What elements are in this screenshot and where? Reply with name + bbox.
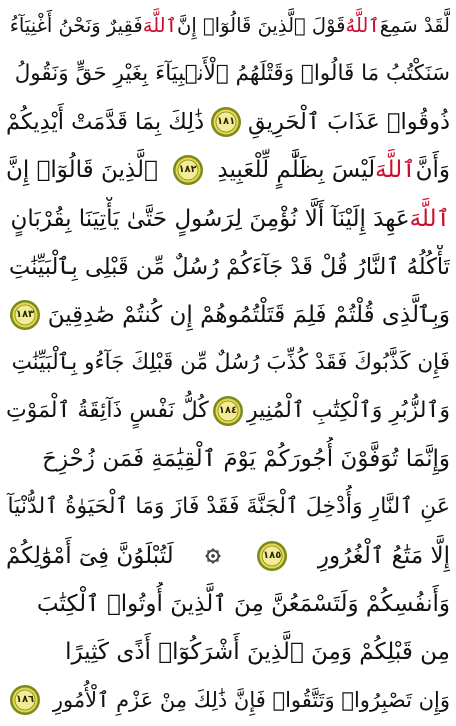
ayah-number: ١٨٦: [15, 693, 35, 705]
ayah-end-marker: [212, 395, 244, 427]
divine-name: ٱللَّهُ: [345, 14, 380, 37]
divine-name: ٱللَّهَ: [409, 205, 450, 232]
ayah-number: ١٨٤: [218, 405, 238, 417]
verse-text: مِن قَبْلِكُمْ وَمِنَ ٱلَّذِينَ أَشْرَكُوٓا۟ أَذًى كَثِيرًا: [65, 638, 450, 665]
verse-line: [6, 245, 450, 289]
rub-el-hizb-icon: [204, 547, 222, 565]
verse-fragment: فَقِيرٌ وَنَحْنُ أَغْنِيَآءُ: [9, 14, 143, 37]
verse-text: [10, 4, 450, 48]
verse-fragment: قَوْلَ ٱلَّذِينَ قَالُوٓا۟ إِنَّ: [177, 14, 346, 37]
ayah-number: ١٨٣: [15, 308, 35, 320]
verse-text: وَإِنَّمَا تُوَفَّوْنَ أُجُورَكُمْ يَوْمَ ٱلْقِيَٰمَةِ فَمَن زُحْزِحَ: [42, 446, 450, 473]
verse-text: عَنِ ٱلنَّارِ وَأُدْخِلَ ٱلْجَنَّةَ فَقَدْ فَازَ وَمَا ٱلْحَيَوٰةُ ٱلدُّنْيَآ: [7, 494, 450, 520]
verse-text: وَبِٱلَّذِى قُلْتُمْ فَلِمَ قَتَلْتُمُوهُمْ إِن كُنتُمْ صَٰدِقِينَ: [47, 301, 450, 328]
verse-fragment: وَأَنَّ: [415, 157, 450, 184]
verse-line: [6, 678, 450, 722]
ayah-number: ١٨٥: [262, 549, 282, 561]
verse-text: ذَٰلِكَ بِمَا قَدَّمَتْ أَيْدِيكُمْ: [6, 109, 205, 136]
verse-fragment: لَّقَدْ سَمِعَ: [379, 14, 450, 37]
verse-line: [6, 100, 450, 144]
verse-text: سَنَكْتُبُ مَا قَالُوا۟ وَقَتْلَهُمُ ٱلْأَنۢبِيَآءَ بِغَيْرِ حَقٍّ وَنَقُولُ: [14, 61, 450, 87]
verse-line: [6, 485, 450, 529]
ayah-number: ١٨١: [216, 116, 236, 128]
verse-line: [6, 534, 450, 578]
verse-text: ٱلَّذِينَ قَالُوٓا۟ إِنَّ: [6, 157, 158, 184]
ayah-number: ١٨٢: [178, 164, 197, 176]
verse-text: كُلُّ نَفْسٍ ذَآئِقَةُ ٱلْمَوْتِ: [6, 398, 209, 424]
verse-text: [10, 197, 450, 241]
verse-line: [6, 4, 450, 48]
verse-text: فَإِن كَذَّبُوكَ فَقَدْ كُذِّبَ رُسُلٌ مِّن قَبْلِكَ جَآءُو بِٱلْبَيِّنَٰتِ: [11, 349, 450, 375]
verse-line: [6, 197, 450, 241]
verse-fragment: عَهِدَ إِلَيْنَآ أَلَّا نُؤْمِنَ لِرَسُولٍ حَتَّىٰ يَأْتِيَنَا بِقُرْبَانٍ: [10, 205, 410, 232]
ayah-end-marker: [172, 154, 204, 186]
ayah-end-marker: [256, 540, 288, 572]
verse-line: [6, 389, 450, 433]
verse-text: وَأَنفُسِكُمْ وَلَتَسْمَعُنَّ مِنَ ٱلَّذِينَ أُوتُوا۟ ٱلْكِتَٰبَ: [36, 590, 450, 617]
verse-text: وَٱلزُّبُرِ وَٱلْكِتَٰبِ ٱلْمُنِيرِ: [247, 398, 450, 424]
verse-line: [6, 293, 450, 337]
verse-line: [6, 437, 450, 481]
verse-fragment: لَيْسَ بِظَلَّٰمٍ لِّلْعَبِيدِ: [217, 157, 376, 184]
verse-line: [6, 52, 450, 96]
ayah-end-marker: [210, 106, 242, 138]
verse-line: [6, 148, 450, 192]
divine-name: ٱللَّهَ: [142, 14, 178, 37]
verse-line: [6, 630, 450, 674]
verse-line: [6, 582, 450, 626]
ayah-end-marker: [9, 299, 41, 331]
verse-text: لَتُبْلَوُنَّ فِىٓ أَمْوَٰلِكُمْ: [6, 542, 174, 569]
verse-text: تَأْكُلُهُ ٱلنَّارُ قُلْ قَدْ جَآءَكُمْ رُسُلٌ مِّن قَبْلِى بِٱلْبَيِّنَٰتِ: [9, 253, 450, 280]
divine-name: ٱللَّهَ: [375, 157, 416, 184]
verse-text: [217, 148, 450, 192]
verse-text: ذُوقُوا۟ عَذَابَ ٱلْحَرِيقِ: [248, 109, 450, 136]
ayah-end-marker: [9, 684, 41, 716]
verse-text: إِلَّا مَتَٰعُ ٱلْغُرُورِ: [317, 542, 450, 569]
verse-text: وَإِن تَصْبِرُوا۟ وَتَتَّقُوا۟ فَإِنَّ ذَٰلِكَ مِنْ عَزْمِ ٱلْأُمُورِ: [52, 687, 450, 712]
verse-line: [6, 341, 450, 385]
